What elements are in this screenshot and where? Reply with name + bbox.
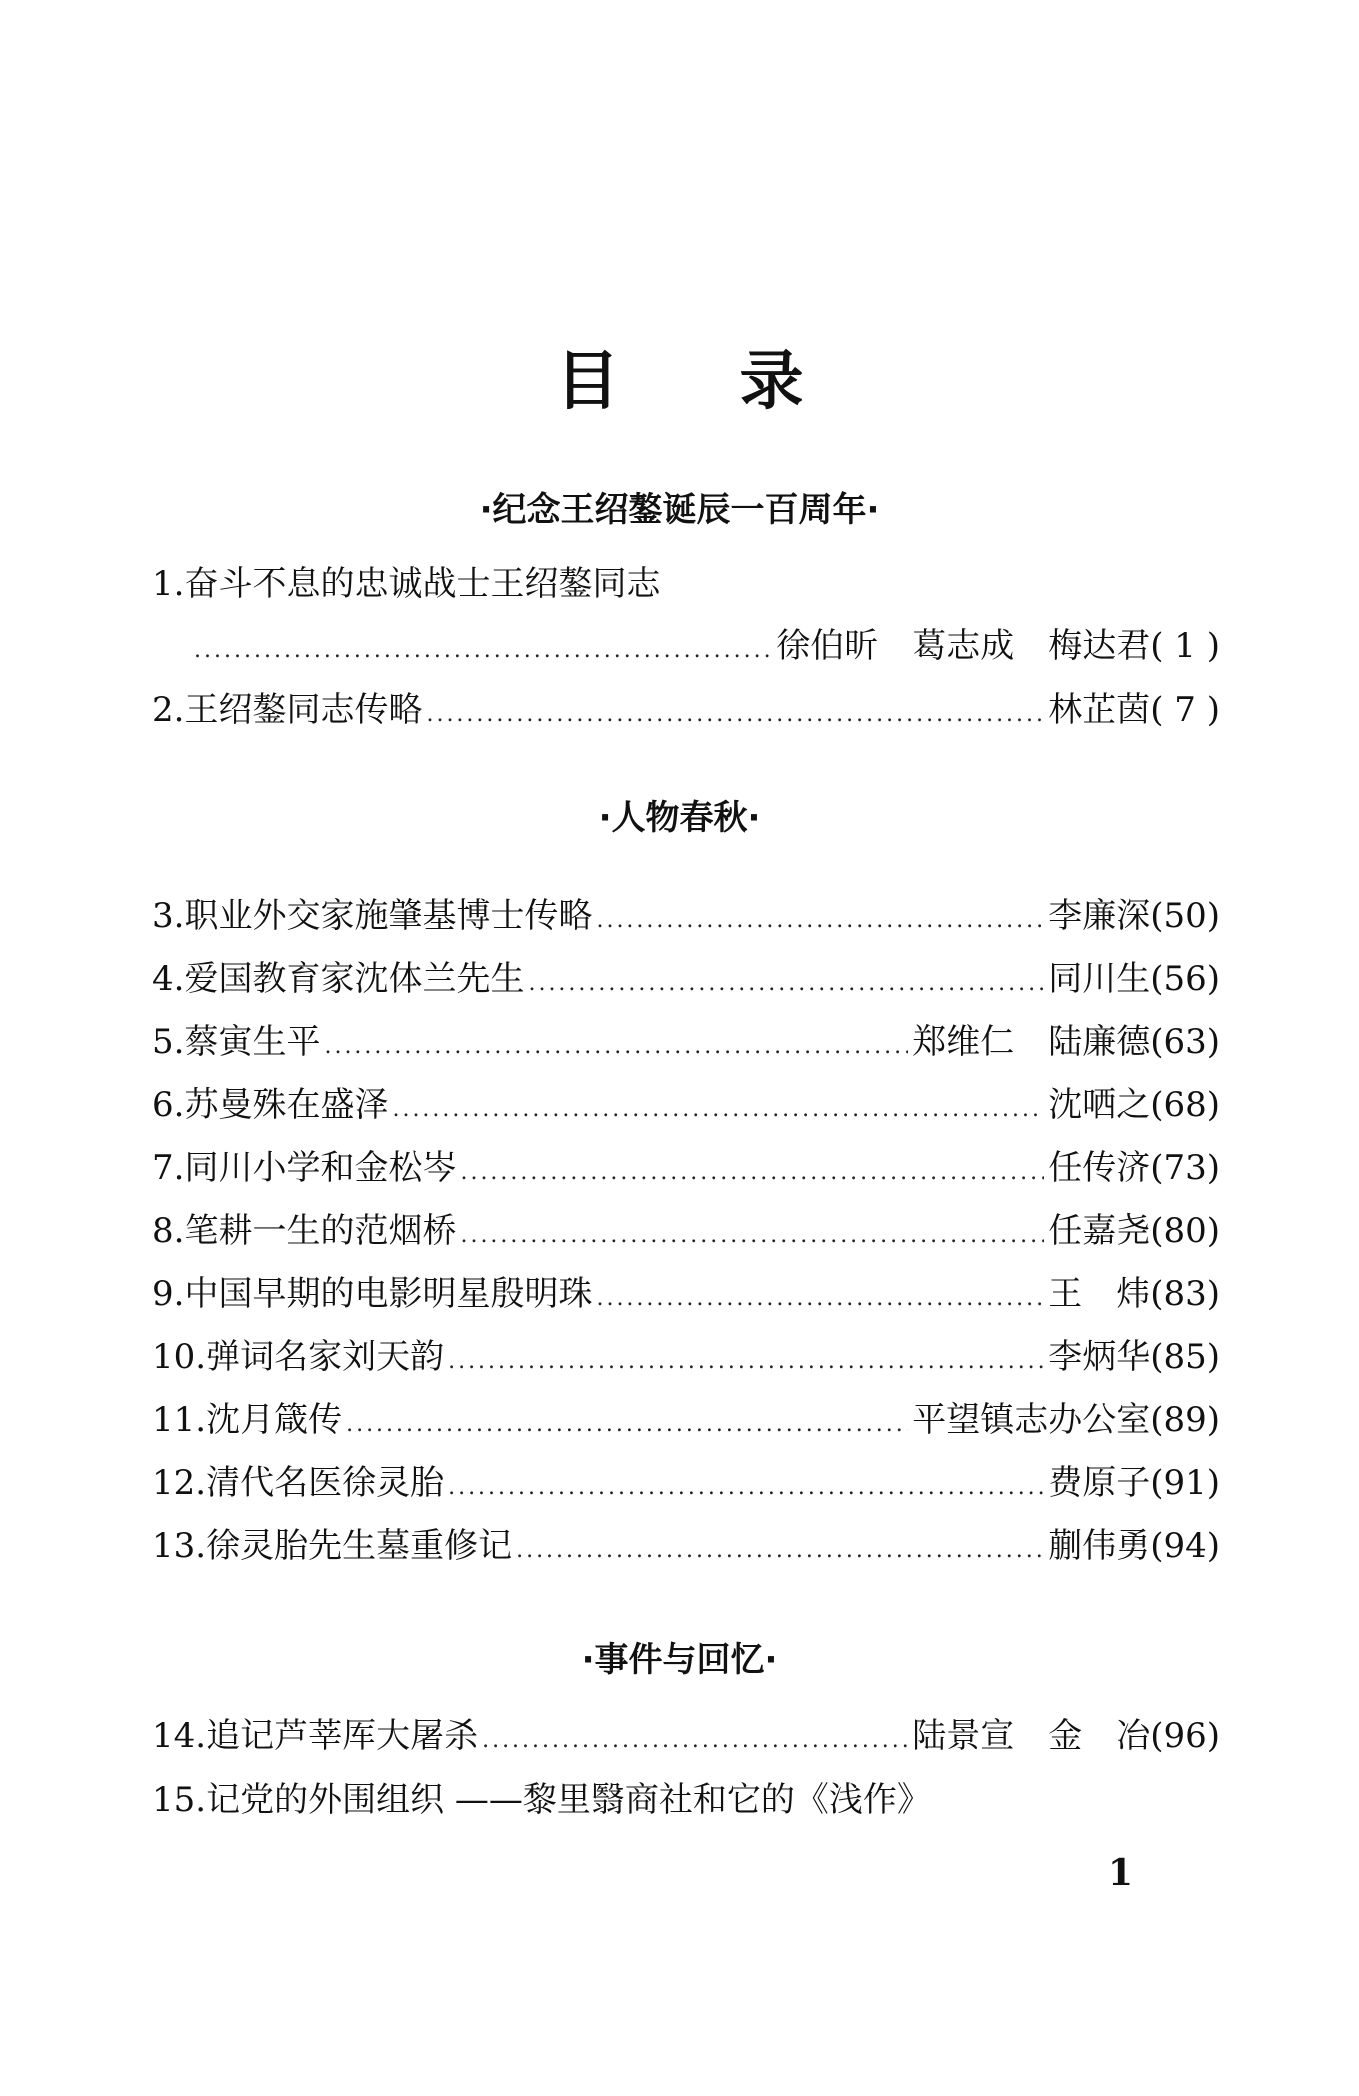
dot-leader (596, 1275, 1044, 1323)
dot-leader (194, 627, 772, 675)
entry-author: 郑维仁 陆廉德 (912, 1022, 1151, 1062)
toc-entry (152, 892, 1220, 940)
dot-leader (596, 897, 1044, 945)
entry-page: (91) (1150, 1463, 1220, 1503)
entry-title: 7.同川小学和金松岑 (152, 1148, 457, 1188)
entry-page: (89) (1150, 1400, 1220, 1440)
toc-entry (152, 686, 1220, 734)
entry-title: 8.笔耕一生的范烟桥 (152, 1211, 457, 1251)
entry-page: ( 7 ) (1150, 690, 1220, 730)
dot-leader (482, 1717, 908, 1765)
dot-leader (426, 691, 1044, 739)
page-number: 1 (1108, 1852, 1134, 1894)
entry-author: 平望镇志办公室 (912, 1400, 1151, 1440)
entry-author: 李炳华 (1048, 1337, 1151, 1377)
dot-leader (448, 1464, 1044, 1512)
toc-entry (152, 1396, 1220, 1444)
entry-author: 任嘉尧 (1048, 1211, 1151, 1251)
entry-page: (63) (1150, 1022, 1220, 1062)
entry-page: (83) (1150, 1274, 1220, 1314)
entry-title: 10.弹词名家刘天韵 (152, 1337, 445, 1377)
dot-leader (346, 1401, 908, 1449)
dot-leader (460, 1212, 1044, 1260)
entry-author: 沈哂之 (1048, 1085, 1151, 1125)
entry-title: 1.奋斗不息的忠诚战士王绍鏊同志 (152, 564, 661, 604)
dot-leader (324, 1023, 908, 1071)
entry-title: 2.王绍鏊同志传略 (152, 690, 423, 730)
entry-title: 13.徐灵胎先生墓重修记 (152, 1526, 513, 1566)
entry-title: 9.中国早期的电影明星殷明珠 (152, 1274, 593, 1314)
entry-page: (85) (1150, 1337, 1220, 1377)
entry-page: (80) (1150, 1211, 1220, 1251)
entry-author: 陆景宣 金 冶 (912, 1716, 1151, 1756)
entry-author: 费原子 (1048, 1463, 1151, 1503)
entry-title: 12.清代名医徐灵胎 (152, 1463, 445, 1503)
toc-entry (152, 560, 1220, 608)
entry-page: (68) (1150, 1085, 1220, 1125)
entry-author: 蒯伟勇 (1048, 1526, 1151, 1566)
toc-entry (190, 622, 1220, 670)
entry-author: 李廉深 (1048, 896, 1151, 936)
dot-leader (448, 1338, 1044, 1386)
entry-title: 15.记党的外围组织 ——黎里翳商社和它的《浅作》 (152, 1780, 931, 1820)
entry-page: (94) (1150, 1526, 1220, 1566)
toc-entry (152, 1270, 1220, 1318)
entry-title: 6.苏曼殊在盛泽 (152, 1085, 389, 1125)
entry-author: 任传济 (1048, 1148, 1151, 1188)
entry-title: 4.爱国教育家沈体兰先生 (152, 959, 525, 999)
toc-entry (152, 1144, 1220, 1192)
entry-title: 14.追记芦莘厍大屠杀 (152, 1716, 479, 1756)
entry-page: (73) (1150, 1148, 1220, 1188)
section-heading: ·事件与回忆· (581, 1640, 778, 1680)
toc-entry (152, 1207, 1220, 1255)
entry-page: (50) (1150, 896, 1220, 936)
toc-entry (152, 1333, 1220, 1381)
section-heading: ·人物春秋· (598, 798, 761, 838)
toc-entry (152, 1712, 1220, 1760)
entry-author: 林芷茵 (1048, 690, 1151, 730)
toc-entry (152, 955, 1220, 1003)
toc-entry (152, 1459, 1220, 1507)
section-heading: ·纪念王绍鏊诞辰一百周年· (479, 490, 880, 530)
entry-title: 11.沈月箴传 (152, 1400, 343, 1440)
entry-title: 5.蔡寅生平 (152, 1022, 321, 1062)
toc-entry (152, 1081, 1220, 1129)
dot-leader (516, 1527, 1044, 1575)
entry-page: (96) (1150, 1716, 1220, 1756)
dot-leader (460, 1149, 1044, 1197)
entry-author: 同川生 (1048, 959, 1151, 999)
entry-title: 3.职业外交家施肇基博士传略 (152, 896, 593, 936)
dot-leader (528, 960, 1044, 1008)
toc-entry (152, 1776, 1220, 1824)
entry-page: (56) (1150, 959, 1220, 999)
entry-author: 王 炜 (1048, 1274, 1151, 1314)
toc-entry (152, 1018, 1220, 1066)
toc-entry (152, 1522, 1220, 1570)
entry-author: 徐伯昕 葛志成 梅达君 (776, 626, 1151, 666)
page-title: 目录 (555, 345, 924, 419)
dot-leader (392, 1086, 1044, 1134)
entry-page: ( 1 ) (1150, 626, 1220, 666)
